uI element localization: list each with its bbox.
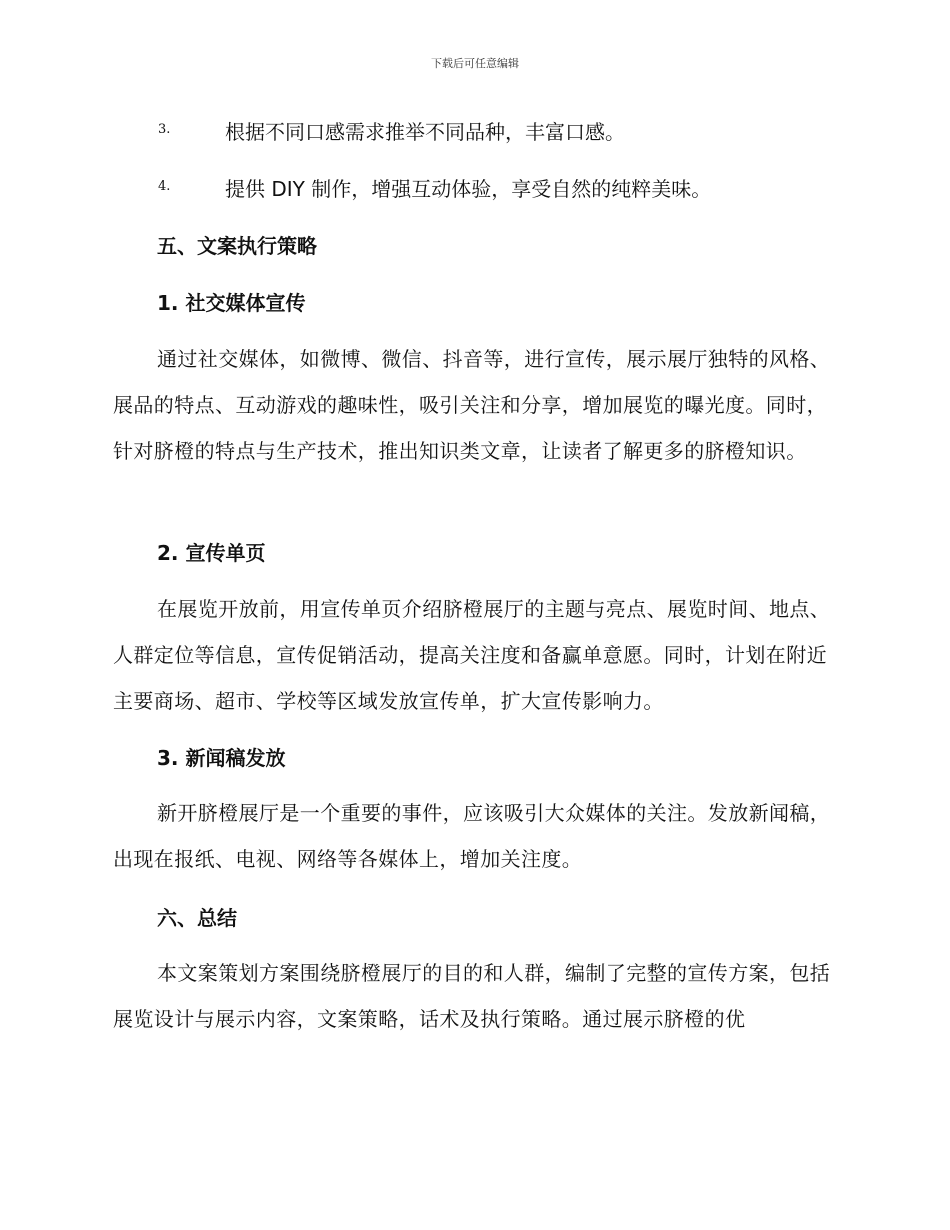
paragraph-text: 本文案策划方案围绕脐橙展厅的目的和人群，编制了完整的宣传方案，包括展览设计与展示内容，文案策略，话术及执行策略。通过展示脐橙的优 — [113, 961, 831, 1031]
list-number: 3. — [158, 122, 171, 137]
section-heading-summary: 六、总结 — [157, 906, 237, 930]
list-number: 4. — [158, 179, 171, 194]
list-text: 提供 DIY 制作，增强互动体验，享受自然的纯粹美味。 — [225, 177, 712, 201]
list-item — [0, 116, 950, 146]
subsection-heading-social-media: 1. 社交媒体宣传 — [157, 291, 306, 315]
page-header: 下载后可任意编辑 — [431, 57, 519, 70]
subsection-heading-press-release: 3. 新闻稿发放 — [157, 746, 286, 770]
list-text: 根据不同口感需求推举不同品种，丰富口感。 — [225, 120, 625, 144]
paragraph-text: 新开脐橙展厅是一个重要的事件，应该吸引大众媒体的关注。发放新闻稿，出现在报纸、电视、网络等各媒体上，增加关注度。 — [113, 801, 831, 871]
section-heading-execution: 五、文案执行策略 — [157, 234, 317, 258]
paragraph-summary — [113, 950, 835, 1042]
paragraph-press-release — [113, 790, 835, 882]
list-item — [0, 173, 950, 203]
paragraph-text: 在展览开放前，用宣传单页介绍脐橙展厅的主题与亮点、展览时间、地点、人群定位等信息，宣传促销活动，提高关注度和备赢单意愿。同时，计划在附近主要商场、超市、学校等区域发放宣传单，扩大宣传影响力。 — [113, 597, 831, 713]
paragraph-text: 通过社交媒体，如微博、微信、抖音等，进行宣传，展示展厅独特的风格、展品的特点、互动游戏的趣味性，吸引关注和分享，增加展览的曝光度。同时，针对脐橙的特点与生产技术，推出知识类文章，让读者了解更多的脐橙知识。 — [113, 347, 831, 463]
paragraph-flyer — [113, 586, 835, 724]
subsection-heading-flyer: 2. 宣传单页 — [157, 541, 266, 565]
paragraph-social-media — [113, 336, 835, 474]
